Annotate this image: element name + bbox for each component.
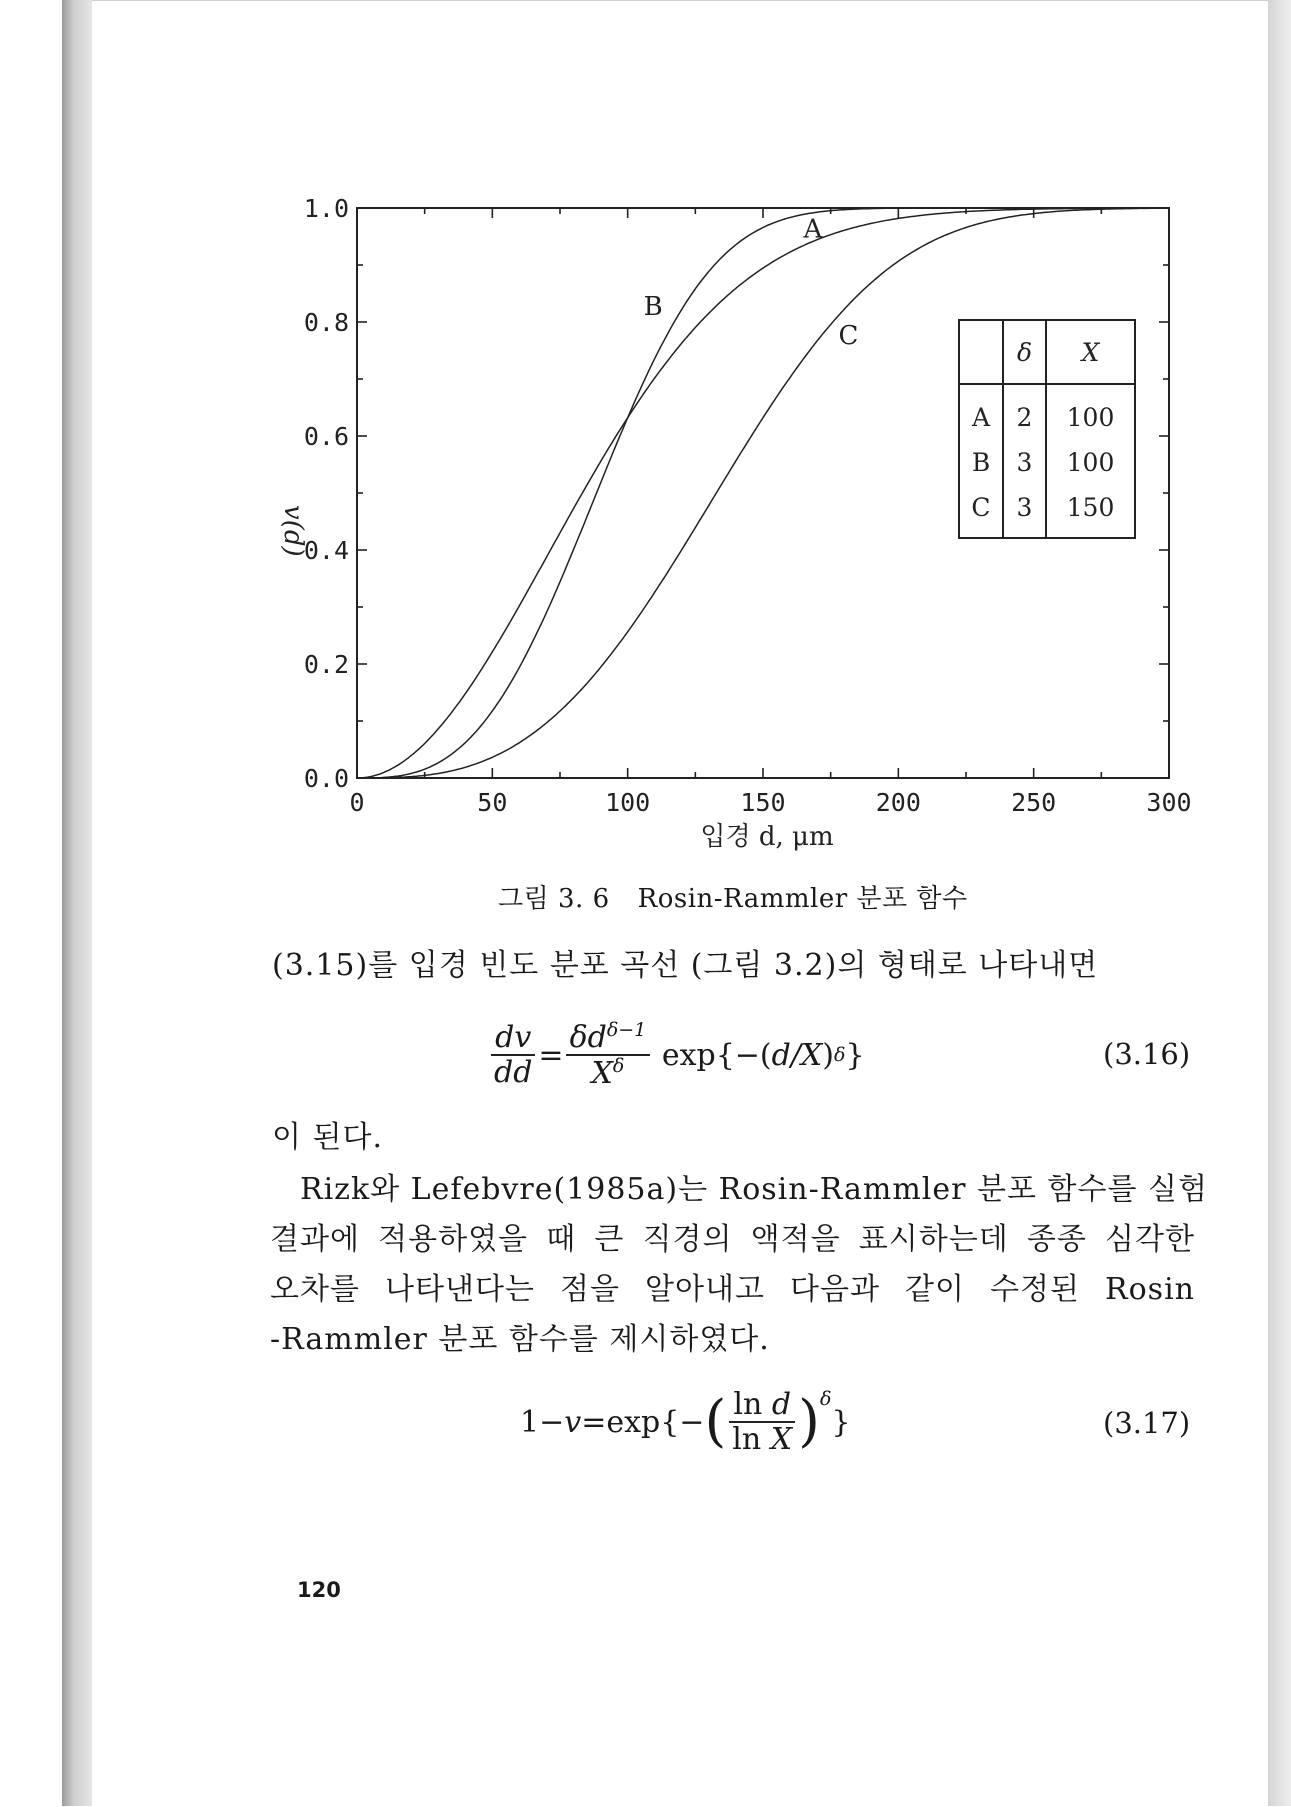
paragraph-line: 결과에 적용하였을 때 큰 직경의 액적을 표시하는데 종종 심각한 (270, 1222, 1195, 1257)
body-paragraph (270, 1165, 1208, 1365)
legend-table-cell: 2 (1016, 403, 1033, 432)
curve-label-A: A (803, 214, 823, 245)
equation-3-16: $\frac{dv}{dd}$ = $\frac{\delta d^{\delta-1}}{X^\delta}$ exp{−( d/X ) δ } (488, 1020, 865, 1090)
x-tick-label: 150 (740, 788, 786, 817)
legend-table-cell: A (971, 403, 991, 432)
paragraph-line: -Rammler 분포 함수를 제시하였다. (270, 1322, 770, 1357)
paragraph-line: 오차를 나타낸다는 점을 알아내고 다음과 같이 수정된 Rosin (270, 1272, 1195, 1307)
x-axis-title: 입경 d, μm (700, 822, 834, 852)
equation-3-17: 1− v =exp{− ( $\frac{\text{ln d}}{\text{ln X}}$ ) $^\delta$ } (520, 1387, 851, 1457)
y-tick-label: 0.2 (303, 650, 349, 679)
legend-table-cell: B (971, 448, 991, 477)
y-tick-label: 0.4 (303, 536, 349, 565)
legend-table-header: X (1081, 338, 1100, 367)
y-tick-label: 0.8 (303, 308, 349, 337)
rosin-rammler-chart (0, 0, 1291, 860)
intro-line: (3.15)를 입경 빈도 분포 곡선 (그림 3.2)의 형태로 나타내면 (272, 948, 1099, 983)
x-tick-label: 50 (477, 788, 508, 817)
x-tick-label: 200 (875, 788, 921, 817)
legend-table-cell: 100 (1066, 448, 1115, 477)
x-tick-label: 0 (349, 788, 365, 817)
y-tick-label: 0.6 (303, 422, 349, 451)
figure-title: Rosin-Rammler 분포 함수 (637, 884, 968, 914)
page-number: 120 (297, 1578, 341, 1602)
x-tick-label: 100 (605, 788, 651, 817)
legend-table-header: δ (1016, 338, 1033, 367)
y-axis-title: v(d) (278, 505, 308, 557)
legend-table-cell: 3 (1016, 448, 1033, 477)
curve-label-B: B (643, 291, 663, 322)
legend-table-cell: 150 (1066, 493, 1115, 522)
legend-table-cell: C (971, 493, 991, 522)
y-tick-label: 0.0 (303, 764, 349, 793)
curve-label-C: C (838, 321, 859, 352)
legend-table-cell: 3 (1016, 493, 1033, 522)
equation-number-3-16: (3.16) (1103, 1037, 1191, 1071)
after-equation-text: 이 된다. (272, 1120, 384, 1155)
legend-table-cell: 100 (1066, 403, 1115, 432)
x-tick-label: 300 (1146, 788, 1192, 817)
equation-number-3-17: (3.17) (1103, 1406, 1191, 1440)
y-tick-label: 1.0 (303, 194, 349, 223)
figure-number: 그림 3. 6 (498, 884, 610, 914)
x-tick-label: 250 (1011, 788, 1057, 817)
figure-caption (498, 878, 968, 915)
paragraph-line: Rizk와 Lefebvre(1985a)는 Rosin-Rammler 분포 함수를 실험 (300, 1172, 1208, 1207)
